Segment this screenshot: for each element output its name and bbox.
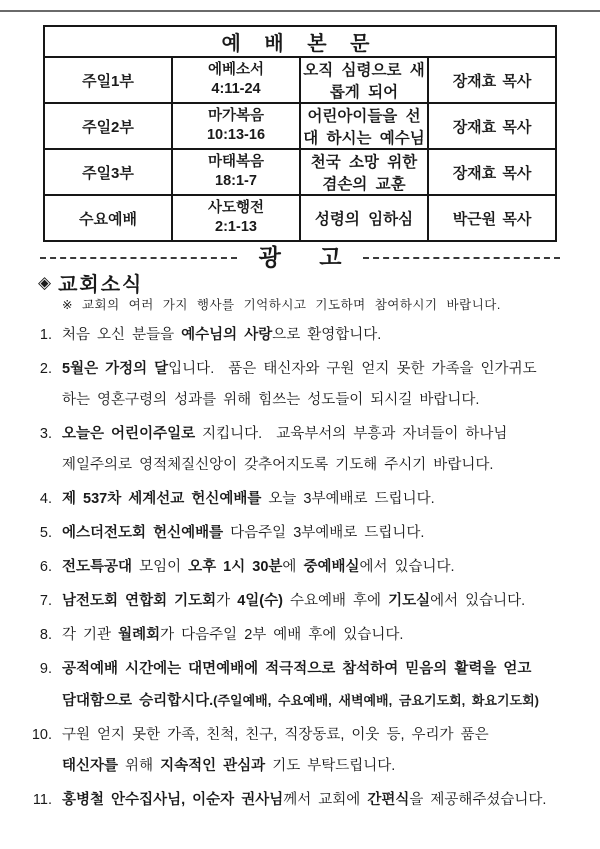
preacher-cell: 장재효 목사: [428, 149, 556, 195]
announcement-number: 8.: [39, 627, 52, 643]
sermon-title-cell: 오직 심령으로 새롭게 되어: [300, 57, 428, 103]
service-cell: 주일1부: [44, 57, 172, 103]
announcement-text: 제 537차 세계선교 헌신예배를 오늘 3부예배로 드립니다.: [62, 491, 435, 507]
announcement-text: 공적예배 시간에는 대면예배에 적극적으로 참석하여 믿음의 활력을 얻고 담대함으로 승리합시다.(주일예배, 수요예배, 새벽예배, 금요기도회, 화요기도회): [62, 661, 539, 709]
announcement-number: 9.: [39, 661, 52, 677]
announcement-text: 에스더전도회 헌신예배를 다음주일 3부예배로 드립니다.: [62, 525, 425, 541]
announcement-item: [14, 586, 580, 617]
announcement-item: [14, 419, 580, 481]
announcement-item: [14, 720, 580, 782]
announcement-text: 전도특공대 모임이 오후 1시 30분에 중예배실에서 있습니다.: [62, 559, 455, 575]
sermon-title-cell: 천국 소망 위한 겸손의 교훈: [300, 149, 428, 195]
announcement-item: [14, 785, 580, 816]
announcement-number: 5.: [39, 525, 52, 541]
scripture-cell: 마태복음 18:1-7: [172, 149, 300, 195]
preacher-cell: 장재효 목사: [428, 103, 556, 149]
worship-table-title: 예 배 본 문: [44, 26, 556, 57]
preacher-cell: 박근원 목사: [428, 195, 556, 241]
announcement-item: [14, 552, 580, 583]
announcement-item: [14, 320, 580, 351]
worship-row: [44, 195, 556, 241]
diamond-bullet-icon: ◈: [38, 272, 52, 292]
worship-row: [44, 103, 556, 149]
announcement-item: [14, 654, 580, 717]
service-cell: 주일3부: [44, 149, 172, 195]
scripture-cell: 마가복음 10:13-16: [172, 103, 300, 149]
divider-dash-right: [363, 257, 560, 259]
sermon-title-cell: 어린아이들을 선대 하시는 예수님: [300, 103, 428, 149]
sermon-title-cell: 성령의 임하심: [300, 195, 428, 241]
preacher-cell: 장재효 목사: [428, 57, 556, 103]
divider-dash-left: [40, 257, 237, 259]
announcement-text: 홍병철 안수집사님, 이순자 권사님께서 교회에 간편식을 제공해주셨습니다.: [62, 792, 547, 808]
announcement-text: 각 기관 월례회가 다음주일 2부 예배 후에 있습니다.: [62, 627, 404, 643]
announcement-item: [14, 620, 580, 651]
announcement-number: 11.: [32, 792, 52, 808]
announcement-item: [14, 484, 580, 515]
announcement-list: [14, 320, 580, 819]
announcement-number: 3.: [39, 426, 52, 442]
worship-table-title-row: [44, 26, 556, 57]
divider-label: 광 고: [258, 244, 358, 270]
announcement-item: [14, 354, 580, 416]
church-news-heading-label: 교회소식: [58, 274, 144, 296]
scripture-cell: 사도행전 2:1-13: [172, 195, 300, 241]
announcement-item: [14, 518, 580, 549]
top-horizontal-rule: [0, 10, 600, 12]
announcement-text: 5월은 가정의 달입니다. 품은 태신자와 구원 얻지 못한 가족을 인가귀도 하는 영혼구령의 성과를 위해 힘쓰는 성도들이 되시길 바랍니다.: [62, 361, 537, 408]
announcement-text: 구원 얻지 못한 가족, 친척, 친구, 직장동료, 이웃 등, 우리가 품은 태신자를 위해 지속적인 관심과 기도 부탁드립니다.: [62, 727, 489, 774]
announcement-number: 1.: [39, 327, 52, 343]
announcement-text: 오늘은 어린이주일로 지킵니다. 교육부서의 부흥과 자녀들이 하나님 제일주의로 영적체질신앙이 갖추어지도록 기도해 주시기 바랍니다.: [62, 426, 508, 473]
announcement-number: 7.: [39, 593, 52, 609]
announcement-text: 남전도회 연합회 기도회가 4일(수) 수요예배 후에 기도실에서 있습니다.: [62, 593, 526, 609]
worship-row: [44, 149, 556, 195]
scripture-cell: 에베소서 4:11-24: [172, 57, 300, 103]
worship-table-body: [44, 26, 556, 241]
worship-row: [44, 57, 556, 103]
service-cell: 주일2부: [44, 103, 172, 149]
announcement-text: 처음 오신 분들을 예수님의 사랑으로 환영합니다.: [62, 327, 382, 343]
announcement-number: 2.: [39, 361, 52, 377]
worship-scripture-table: [43, 25, 557, 242]
announcement-number: 4.: [39, 491, 52, 507]
church-news-heading: [38, 268, 143, 297]
announcement-number: 6.: [39, 559, 52, 575]
announcement-number: 10.: [31, 727, 52, 743]
service-cell: 수요예배: [44, 195, 172, 241]
church-news-subtitle: ※ 교회의 여러 가지 행사를 기억하시고 기도하며 참여하시기 바랍니다.: [62, 298, 501, 312]
announcements-divider: [40, 246, 560, 269]
